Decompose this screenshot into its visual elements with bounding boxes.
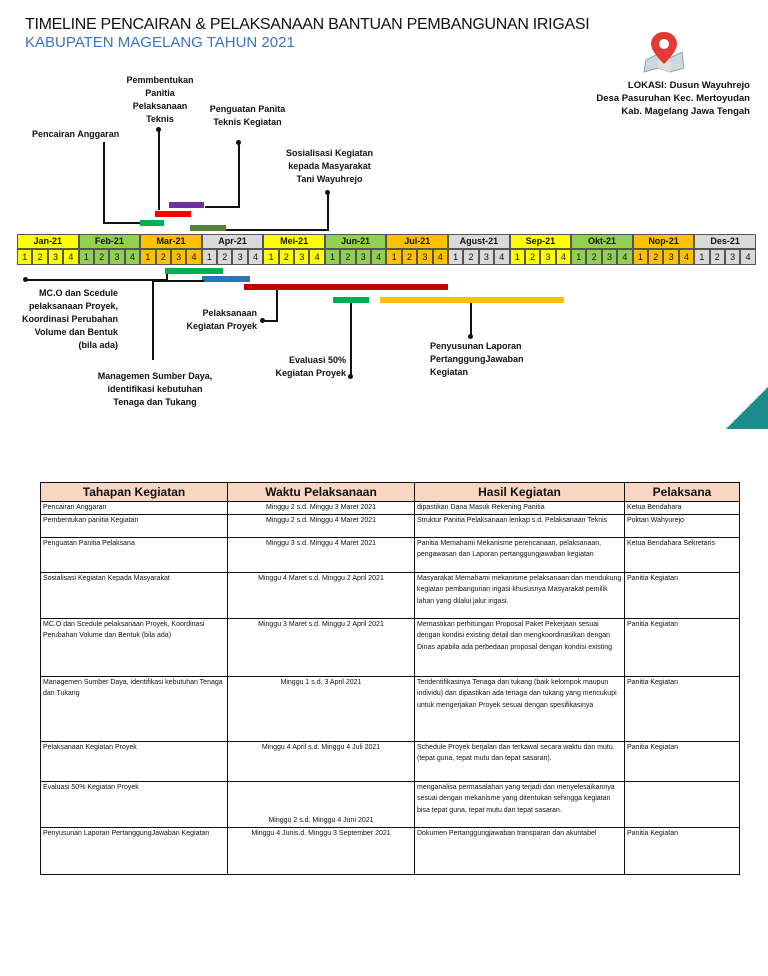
connector-line <box>152 280 204 282</box>
cell-tahapan: Pelaksanaan Kegiatan Proyek <box>41 741 228 781</box>
connector-line <box>158 130 160 210</box>
cell-hasil: Teridentifikasinya Tenaga dan tukang (baik kelompok maupun individu) dan dipastikan ada tenaga dan tukang yang mencukupi untuk mengerjakan Proyek sesuai dengan spesifikasinya <box>415 676 625 741</box>
week-cell: 3 <box>663 249 678 265</box>
cell-waktu: Minggu 1 s.d. 3 April 2021 <box>228 676 415 741</box>
table-row <box>41 676 740 741</box>
location-line-2: Desa Pasuruhan Kec. Mertoyudan <box>596 93 750 104</box>
week-cell: 1 <box>140 249 155 265</box>
cell-tahapan: Sosialisasi Kegiatan Kepada Masyarakat <box>41 572 228 618</box>
cell-pelaksana: Panitia Kegiatan <box>625 827 740 874</box>
week-cell: 2 <box>648 249 663 265</box>
week-cell: 3 <box>48 249 63 265</box>
week-cell: 2 <box>402 249 417 265</box>
bar-penyusunan <box>380 297 564 303</box>
month-cell: Jun-21 <box>325 234 387 249</box>
callout-sosialisasi-line: Sosialisasi Kegiatan <box>285 148 374 158</box>
connector-line <box>350 303 352 376</box>
table-header-row <box>41 483 740 502</box>
callout-penguatan-line: Penguatan Panita <box>209 104 286 114</box>
table-body <box>41 502 740 875</box>
timeline-months <box>17 234 756 249</box>
cell-tahapan: Penyusunan Laporan PertanggungJawaban Kegiatan <box>41 827 228 874</box>
cell-pelaksana: Panitia Kegiatan <box>625 676 740 741</box>
cell-hasil: Panitia Memahami Mekanisme perencanaan, pelaksanaan, pengawasan dan Laporan pertanggungjawaban kegiatan <box>415 537 625 572</box>
callout-mco-line: MC.O dan Scedule <box>38 288 118 298</box>
cell-hasil: Dokumen Pertanggungjawaban transparan dan akuntabel <box>415 827 625 874</box>
week-cell: 1 <box>694 249 709 265</box>
cell-waktu: Minggu 4 April s.d. Minggu 4 Juli 2021 <box>228 741 415 781</box>
week-cell: 3 <box>540 249 555 265</box>
cell-hasil: Schedule Proyek berjalan dan terkawal secara waktu dan mutu. (tepat guna, tepat mutu dan tepat sasaran). <box>415 741 625 781</box>
cell-pelaksana: Ketua Bendahara Sekretaris <box>625 537 740 572</box>
callout-sosialisasi-line: kepada Masyarakat <box>288 161 371 171</box>
month-cell: Jul-21 <box>386 234 448 249</box>
week-cell: 4 <box>494 249 509 265</box>
week-cell: 1 <box>263 249 278 265</box>
location-line-3: Kab. Magelang Jawa Tengah <box>621 106 750 117</box>
week-cell: 2 <box>525 249 540 265</box>
kegiatan-table <box>40 482 740 875</box>
cell-pelaksana: Panitia Kegiatan <box>625 618 740 676</box>
callout-pelaksanaan-line: Kegiatan Proyek <box>186 321 257 331</box>
week-cell: 3 <box>417 249 432 265</box>
week-cell: 2 <box>156 249 171 265</box>
callout-managemen-line: identifikasi kebutuhan <box>107 384 203 394</box>
week-cell: 3 <box>602 249 617 265</box>
cell-tahapan: Evaluasi 50% Kegiatan Proyek <box>41 781 228 827</box>
week-cell: 4 <box>186 249 201 265</box>
cell-pelaksana: Poktan Wahyurejo <box>625 514 740 537</box>
callout-penguatan <box>195 103 300 129</box>
callout-mco-line: pelaksanaan Proyek, <box>28 301 118 311</box>
cell-tahapan: Pembentukan panitia Kegiatan <box>41 514 228 537</box>
week-cell: 2 <box>586 249 601 265</box>
callout-pembentukan-line: Panitia <box>145 88 175 98</box>
month-cell: Feb-21 <box>79 234 141 249</box>
page-title: TIMELINE PENCAIRAN & PELAKSANAAN BANTUAN PEMBANGUNAN IRIGASI <box>25 16 590 33</box>
callout-pembentukan-line: Pelaksanaan <box>132 101 188 111</box>
header-tahapan: Tahapan Kegiatan <box>41 483 228 502</box>
cell-pelaksana: Panitia Kegiatan <box>625 572 740 618</box>
connector-line <box>262 320 278 322</box>
cell-hasil: menganalisa permasalahan yang terjadi dan menyelesaikannya sesuai dengan mekanisme yang ditentukan sehingga kegiatan bisa tepat guna, tepat mutu dan tepat sasaran. <box>415 781 625 827</box>
cell-hasil: Struktur Panitia Pelaksanaan lenkap s.d. Pelaksanaan Teknis <box>415 514 625 537</box>
connector-line <box>470 303 472 337</box>
bar-sosialisasi <box>190 225 226 231</box>
location-info <box>588 79 750 118</box>
table-row <box>41 537 740 572</box>
table-row <box>41 618 740 676</box>
callout-pencairan: Pencairan Anggaran <box>32 129 120 139</box>
cell-tahapan: Managemen Sumber Daya, identifikasi kebutuhan Tenaga dan Tukang <box>41 676 228 741</box>
callout-evaluasi-line: Kegiatan Proyek <box>275 368 346 378</box>
header-hasil: Hasil Kegiatan <box>415 483 625 502</box>
page-subtitle: KABUPATEN MAGELANG TAHUN 2021 <box>25 34 295 51</box>
table-row <box>41 741 740 781</box>
week-cell: 2 <box>710 249 725 265</box>
week-cell: 4 <box>617 249 632 265</box>
connector-line <box>152 280 154 360</box>
cell-waktu: Minggu 2 s.d. Minggu 4 Maret 2021 <box>228 514 415 537</box>
week-cell: 4 <box>433 249 448 265</box>
cell-waktu: Minggu 4 Maret s.d. Minggu 2 April 2021 <box>228 572 415 618</box>
callout-pembentukan-line: Teknis <box>146 114 174 124</box>
cell-hasil: dipastikan Dana Masuk Rekening Panitia <box>415 502 625 515</box>
connector-line <box>327 193 329 231</box>
table-row <box>41 572 740 618</box>
week-cell: 4 <box>125 249 140 265</box>
callout-pelaksanaan-line: Pelaksanaan <box>202 308 257 318</box>
connector-dot <box>325 190 330 195</box>
cell-waktu: Minggu 3 s.d. Minggu 4 Maret 2021 <box>228 537 415 572</box>
connector-line <box>238 143 240 207</box>
callout-pembentukan-line: Pemmbentukan <box>126 75 194 85</box>
location-line-1: LOKASI: Dusun Wayuhrejo <box>627 80 750 91</box>
week-cell: 1 <box>448 249 463 265</box>
connector-line <box>276 290 278 322</box>
week-cell: 1 <box>386 249 401 265</box>
week-cell: 1 <box>633 249 648 265</box>
week-cell: 2 <box>463 249 478 265</box>
connector-dot <box>236 140 241 145</box>
week-cell: 2 <box>32 249 47 265</box>
cell-pelaksana <box>625 781 740 827</box>
week-cell: 4 <box>556 249 571 265</box>
month-cell: Nop-21 <box>633 234 695 249</box>
week-cell: 1 <box>571 249 586 265</box>
cell-waktu: Minggu 4 Junis.d. Minggu 3 September 2021 <box>228 827 415 874</box>
week-cell: 4 <box>309 249 324 265</box>
cell-waktu: Minggu 2 s.d. Minggu 4 Juni 2021 <box>228 781 415 827</box>
week-cell: 3 <box>232 249 247 265</box>
connector-line <box>205 206 240 208</box>
callout-managemen <box>80 370 230 409</box>
week-cell: 4 <box>63 249 78 265</box>
map-pin-icon <box>640 30 688 74</box>
cell-hasil: Memastikan perhitungan Proposal Paket Pekerjaan sesuai dengan kondisi existing detail dan mengkoordinasikan dengan Dinas apabila ada perbedaan proposal dengan kondisi existing <box>415 618 625 676</box>
week-cell: 2 <box>94 249 109 265</box>
month-cell: Okt-21 <box>571 234 633 249</box>
table-row <box>41 827 740 874</box>
cell-waktu: Minggu 2 s.d. Minggu 3 Maret 2021 <box>228 502 415 515</box>
month-cell: Jan-21 <box>17 234 79 249</box>
connector-dot <box>468 334 473 339</box>
month-cell: Sep-21 <box>510 234 572 249</box>
week-cell: 3 <box>479 249 494 265</box>
month-cell: Apr-21 <box>202 234 264 249</box>
connector-dot <box>348 374 353 379</box>
week-cell: 1 <box>510 249 525 265</box>
callout-evaluasi <box>250 354 346 380</box>
week-cell: 3 <box>109 249 124 265</box>
week-cell: 2 <box>217 249 232 265</box>
cell-pelaksana: Ketua Bendahara <box>625 502 740 515</box>
table-row <box>41 502 740 515</box>
week-cell: 1 <box>202 249 217 265</box>
callout-evaluasi-line: Evaluasi 50% <box>288 355 346 365</box>
week-cell: 1 <box>17 249 32 265</box>
callout-sosialisasi-line: Tani Wayuhrejo <box>296 174 363 184</box>
cell-tahapan: MC.O dan Scedule pelaksanaan Proyek, Koordinasi Perubahan Volume dan Bentuk (bila ada) <box>41 618 228 676</box>
table-row <box>41 781 740 827</box>
month-cell: Des-21 <box>694 234 756 249</box>
week-cell: 2 <box>340 249 355 265</box>
week-cell: 4 <box>371 249 386 265</box>
callout-sosialisasi <box>272 147 387 186</box>
callout-mco-line: Koordinasi Perubahan <box>21 314 118 324</box>
cell-tahapan: Penguatan Panitia Pelaksana <box>41 537 228 572</box>
callout-mco-line: Volume dan Bentuk <box>34 327 118 337</box>
callout-managemen-line: Tenaga dan Tukang <box>113 397 197 407</box>
header-waktu: Waktu Pelaksanaan <box>228 483 415 502</box>
connector-line <box>225 229 329 231</box>
week-cell: 4 <box>248 249 263 265</box>
callout-penyusunan-line: Penyusunan Laporan <box>430 341 522 351</box>
timeline-weeks <box>17 249 756 265</box>
callout-mco <box>12 287 118 352</box>
cell-pelaksana: Panitia Kegiatan <box>625 741 740 781</box>
week-cell: 3 <box>171 249 186 265</box>
week-cell: 2 <box>279 249 294 265</box>
callout-penyusunan <box>430 340 560 379</box>
connector-line <box>103 142 105 224</box>
table-row <box>41 514 740 537</box>
week-cell: 1 <box>79 249 94 265</box>
cell-waktu: Minggu 3 Maret s.d. Minggu 2 April 2021 <box>228 618 415 676</box>
bar-pembentukan <box>155 211 191 217</box>
cell-tahapan: Pencairan Anggaran <box>41 502 228 515</box>
bar-pelaksanaan <box>244 284 448 290</box>
month-cell: Agust-21 <box>448 234 510 249</box>
week-cell: 3 <box>294 249 309 265</box>
bar-penguatan <box>169 202 204 208</box>
callout-penguatan-line: Teknis Kegiatan <box>213 117 282 127</box>
month-cell: Mar-21 <box>140 234 202 249</box>
callout-managemen-line: Managemen Sumber Daya, <box>97 371 213 381</box>
connector-dot <box>23 277 28 282</box>
callout-mco-line: (bila ada) <box>78 340 118 350</box>
bar-mco <box>165 268 223 274</box>
week-cell: 3 <box>356 249 371 265</box>
month-cell: Mei-21 <box>263 234 325 249</box>
connector-dot <box>156 127 161 132</box>
week-cell: 4 <box>679 249 694 265</box>
connector-line <box>103 222 140 224</box>
corner-decoration <box>726 387 768 429</box>
week-cell: 3 <box>725 249 740 265</box>
bar-pencairan <box>140 220 164 226</box>
callout-penyusunan-line: Kegiatan <box>430 367 469 377</box>
connector-line <box>25 279 167 281</box>
header-pelaksana: Pelaksana <box>625 483 740 502</box>
week-cell: 1 <box>325 249 340 265</box>
callout-pelaksanaan <box>160 307 257 333</box>
callout-penyusunan-line: PertanggungJawaban <box>430 354 524 364</box>
cell-hasil: Masyarakat Memahami mekanisme pelaksanaan dan mendukung kegiatan pembangunan irigasi khususnya Masyarakat pemilik lahan yang dilalui jalur irigasi. <box>415 572 625 618</box>
bar-managemen <box>202 276 250 282</box>
week-cell: 4 <box>740 249 755 265</box>
